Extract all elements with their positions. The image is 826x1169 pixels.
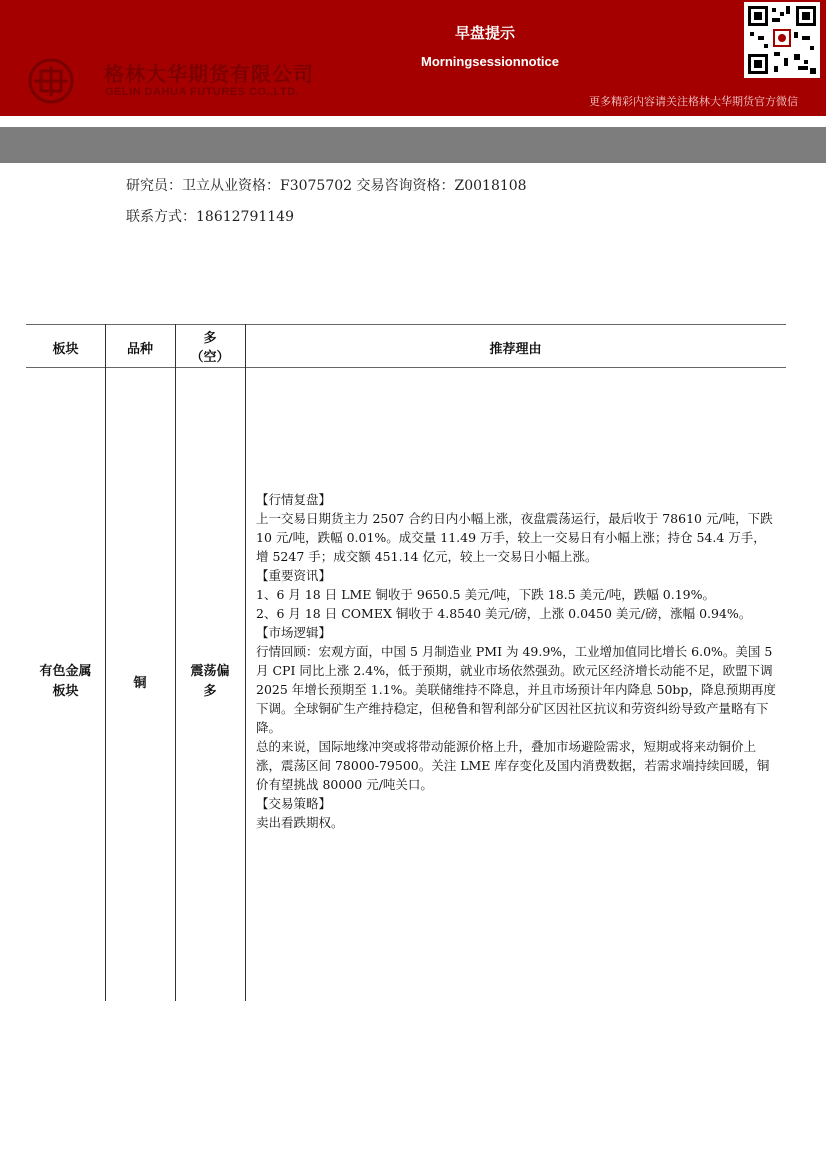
header-direction-line2: （空） (190, 350, 230, 365)
wechat-qr-code-icon[interactable] (744, 2, 820, 78)
recommendation-reason (256, 490, 776, 832)
reason-heading-review: 【行情复盘】 (256, 492, 332, 507)
header-banner (0, 0, 826, 116)
reason-heading-news: 【重要资讯】 (256, 568, 332, 583)
report-title-cn: 早盘提示 (454, 24, 515, 42)
reason-paragraph: 上一交易日期货主力 2507 合约日内小幅上涨，夜盘震荡运行，最后收于 78610 元/吨，下跌 10 元/吨，跌幅 0.01%。成交量 11.49 万手，较上一交易日有小幅上涨；持仓 54.4 万手，增 5247 手；成交额 451.14 亿元，较上一交易日小幅上涨。 (256, 511, 773, 564)
header-reason: 推荐理由 (489, 342, 542, 357)
reason-heading-logic: 【市场逻辑】 (256, 625, 332, 640)
recommendation-table (26, 324, 786, 1001)
reason-heading-strategy: 【交易策略】 (256, 796, 332, 811)
cell-sector-line1: 有色金属 (39, 664, 92, 679)
header-variety: 品种 (126, 342, 153, 357)
header-direction-line1: 多 (203, 331, 217, 346)
contact-info: 联系方式：18612791149 (126, 209, 294, 225)
report-title-en: Morningsessionnotice (421, 54, 559, 69)
column-divider (245, 324, 246, 1001)
license-text: 格林大华期货研究院证监许可【2011】1288 号 (30, 265, 359, 283)
reason-paragraph: 卖出看跌期权。 (256, 815, 344, 830)
reason-paragraph: 2、6 月 18 日 COMEX 铜收于 4.8540 美元/磅，上涨 0.0450 美元/磅，涨幅 0.94%。 (256, 606, 752, 621)
researcher-info: 研究员：卫立从业资格：F3075702 交易咨询资格：Z0018108 (126, 178, 527, 194)
cell-sector-line2: 板块 (52, 684, 79, 699)
column-divider (105, 324, 106, 1001)
company-logo-icon (28, 58, 74, 104)
header-sector: 板块 (52, 342, 79, 357)
reason-paragraph: 行情回顾：宏观方面，中国 5 月制造业 PMI 为 49.9%，工业增加值同比增长 6.0%。美国 5 月 CPI 同比上涨 2.4%，低于预期，就业市场依然强劲。欧元区经济增长动能不足，欧盟下调 2025 年增长预期至 1.1%。美联储维持不降息，并且市场预计年内降息 50bp，降息预期再度下调。全球铜矿生产维持稳定，但秘鲁和智利部分矿区因社区抗议和劳资纠纷导致产量略有下降。 (256, 644, 776, 735)
reason-paragraph: 1、6 月 18 日 LME 铜收于 9650.5 美元/吨，下跌 18.5 美元/吨，跌幅 0.19%。 (256, 587, 715, 602)
report-date: 2025 年 06 月 19 日星期四 (590, 265, 790, 283)
company-name-cn: 格林大华期货有限公司 (104, 62, 314, 86)
table-header-border (26, 367, 786, 368)
company-name-en: GELIN DAHUA FUTURES CO.,LTD. (105, 86, 300, 98)
follow-note: 更多精彩内容请关注格林大华期货官方微信 (589, 95, 798, 108)
cell-direction-line1: 震荡偏 (190, 664, 230, 679)
cell-variety: 铜 (133, 676, 147, 691)
table-top-border (26, 324, 786, 325)
reason-paragraph: 总的来说，国际地缘冲突或将带动能源价格上升，叠加市场避险需求，短期或将来动铜价上涨，震荡区间 78000-79500。关注 LME 库存变化及国内消费数据，若需求端持续回暖，铜价有望挑战 80000 元/吨关口。 (256, 739, 770, 792)
cell-direction-line2: 多 (203, 684, 217, 699)
